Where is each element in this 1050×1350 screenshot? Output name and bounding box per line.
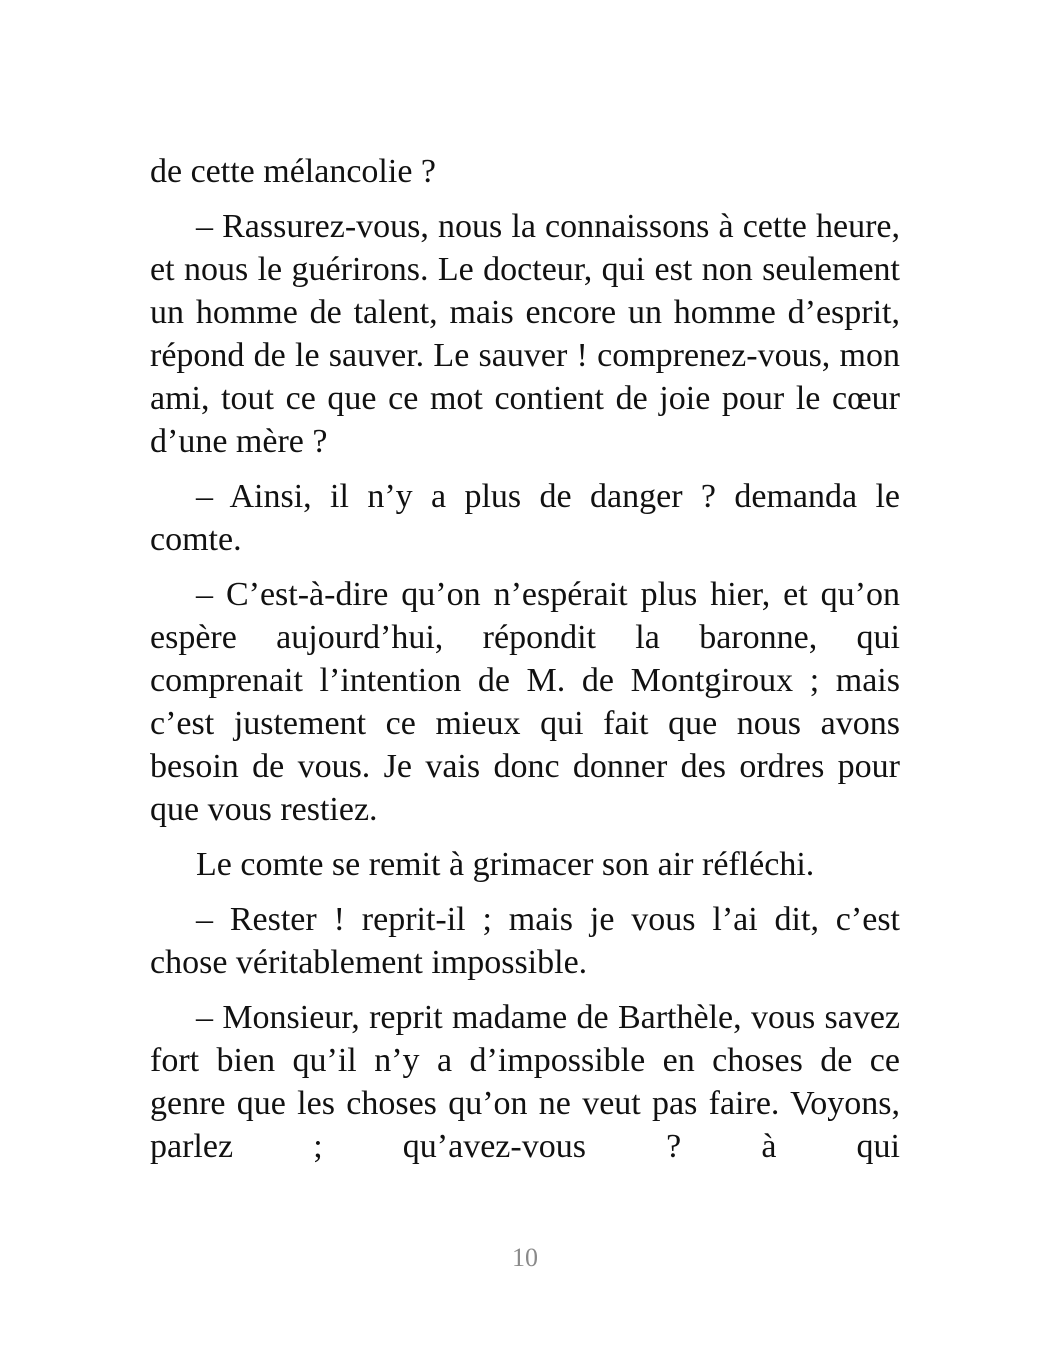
paragraph-dialogue: – Rassurez-vous, nous la connaissons à cette heure, et nous le guérirons. Le docteur, qui est non seulement un homme de talent, mais encore un homme d’esprit, répond de le sauver. Le sauver ! comprenez-vous, mon ami, tout ce que ce mot contient de joie pour le cœur d’une mère ? bbox=[150, 208, 900, 460]
paragraph-dialogue: – C’est-à-dire qu’on n’espérait plus hier, et qu’on espère aujourd’hui, répondit la baronne, qui comprenait l’intention de M. de Montgiroux ; mais c’est justement ce mieux qui fait que nous avons besoin de vous. Je vais donc donner des ordres pour que vous restiez. bbox=[150, 576, 900, 828]
paragraph-continuation: de cette mélancolie ? bbox=[150, 153, 436, 190]
page-body bbox=[150, 150, 900, 1180]
paragraph-narration: Le comte se remit à grimacer son air réfléchi. bbox=[196, 846, 815, 883]
page-number: 10 bbox=[512, 1243, 538, 1272]
paragraph-dialogue: – Ainsi, il n’y a plus de danger ? demanda le comte. bbox=[150, 478, 900, 558]
paragraph-dialogue: – Monsieur, reprit madame de Barthèle, vous savez fort bien qu’il n’y a d’impossible en choses de ce genre que les choses qu’on ne veut pas faire. Voyons, parlez ; qu’avez-vous ? à qui bbox=[150, 999, 900, 1165]
paragraph-dialogue: – Rester ! reprit-il ; mais je vous l’ai dit, c’est chose véritablement impossible. bbox=[150, 901, 900, 981]
